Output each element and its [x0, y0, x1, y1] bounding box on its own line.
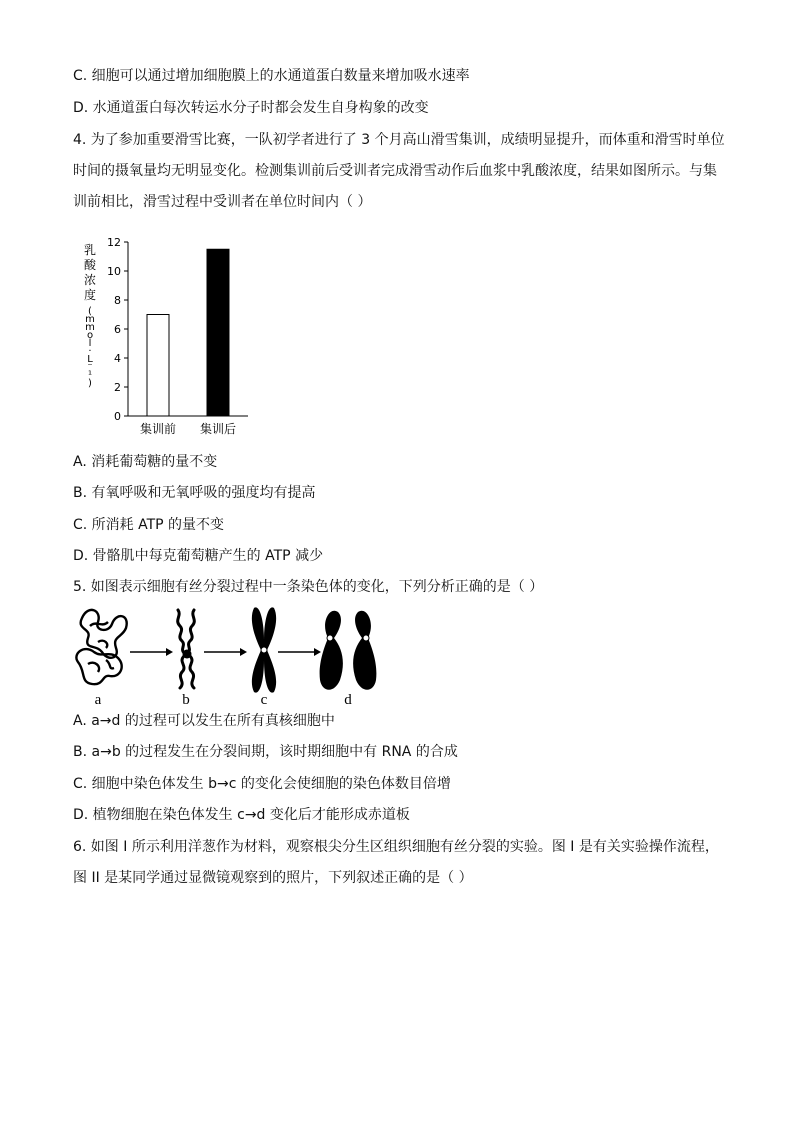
arrow-a-b: [130, 648, 173, 656]
arrow-c-d: [278, 648, 321, 656]
y-tick-label: 8: [114, 294, 121, 307]
q5-option-a: A. a→d 的过程可以发生在所有真核细胞中: [73, 713, 335, 729]
category-label: 集训后: [199, 422, 237, 436]
y-tick-label: 6: [114, 323, 121, 336]
category-label: 集训前: [139, 422, 177, 436]
q4-option-b: B. 有氧呼吸和无氧呼吸的强度均有提高: [73, 485, 316, 501]
bar: [147, 315, 169, 417]
bar: [207, 249, 229, 416]
q4-option-d: D. 骨骼肌中每克葡萄糖产生的 ATP 减少: [73, 548, 324, 564]
y-axis-label: 乳酸浓度( m m o l · L ⁻ ¹ ): [83, 243, 97, 389]
chromosome-figure: [68, 600, 388, 710]
chromosome-c: [252, 607, 276, 692]
q4-stem-1: 4. 为了参加重要滑雪比赛，一队初学者进行了 3 个月高山滑雪集训，成绩明显提升，而体重和滑雪时单位: [73, 132, 725, 148]
q6-stem-2: 图 II 是某同学通过显微镜观察到的照片，下列叙述正确的是（ ）: [73, 870, 473, 886]
label-a: a: [94, 692, 102, 708]
y-tick-label: 10: [107, 265, 121, 278]
line-q3-d: D. 水通道蛋白每次转运水分子时都会发生自身构象的改变: [73, 100, 429, 116]
y-tick-label: 12: [107, 236, 121, 249]
y-tick-label: 0: [114, 410, 121, 423]
q4-stem-2: 时间的摄氧量均无明显变化。检测集训前后受训者完成滑雪动作后血浆中乳酸浓度，结果如图所示。与集: [73, 163, 717, 179]
q5-option-d: D. 植物细胞在染色体发生 c→d 变化后才能形成赤道板: [73, 807, 410, 823]
y-tick-label: 4: [114, 352, 121, 365]
label-d: d: [344, 692, 352, 708]
label-b: b: [182, 692, 190, 708]
q4-stem-3: 训前相比，滑雪过程中受训者在单位时间内（ ）: [73, 194, 372, 210]
q6-stem-1: 6. 如图 I 所示利用洋葱作为材料，观察根尖分生区组织细胞有丝分裂的实验。图 I 是有关实验操作流程，: [73, 839, 719, 855]
chromatin-a: [76, 610, 126, 684]
q4-option-c: C. 所消耗 ATP 的量不变: [73, 517, 225, 533]
y-tick-label: 2: [114, 381, 121, 394]
line-q3-c: C. 细胞可以通过增加细胞膜上的水通道蛋白数量来增加吸水速率: [73, 68, 470, 84]
arrow-b-c: [204, 648, 247, 656]
q5-option-c: C. 细胞中染色体发生 b→c 的变化会使细胞的染色体数目倍增: [73, 776, 451, 792]
q5-stem: 5. 如图表示细胞有丝分裂过程中一条染色体的变化，下列分析正确的是（ ）: [73, 579, 544, 595]
q4-option-a: A. 消耗葡萄糖的量不变: [73, 454, 218, 470]
chromosome-d: [320, 611, 377, 690]
lactate-bar-chart: [78, 232, 258, 442]
chromosome-b: [178, 610, 195, 688]
label-c: c: [260, 692, 268, 708]
q5-option-b: B. a→b 的过程发生在分裂间期，该时期细胞中有 RNA 的合成: [73, 744, 458, 760]
